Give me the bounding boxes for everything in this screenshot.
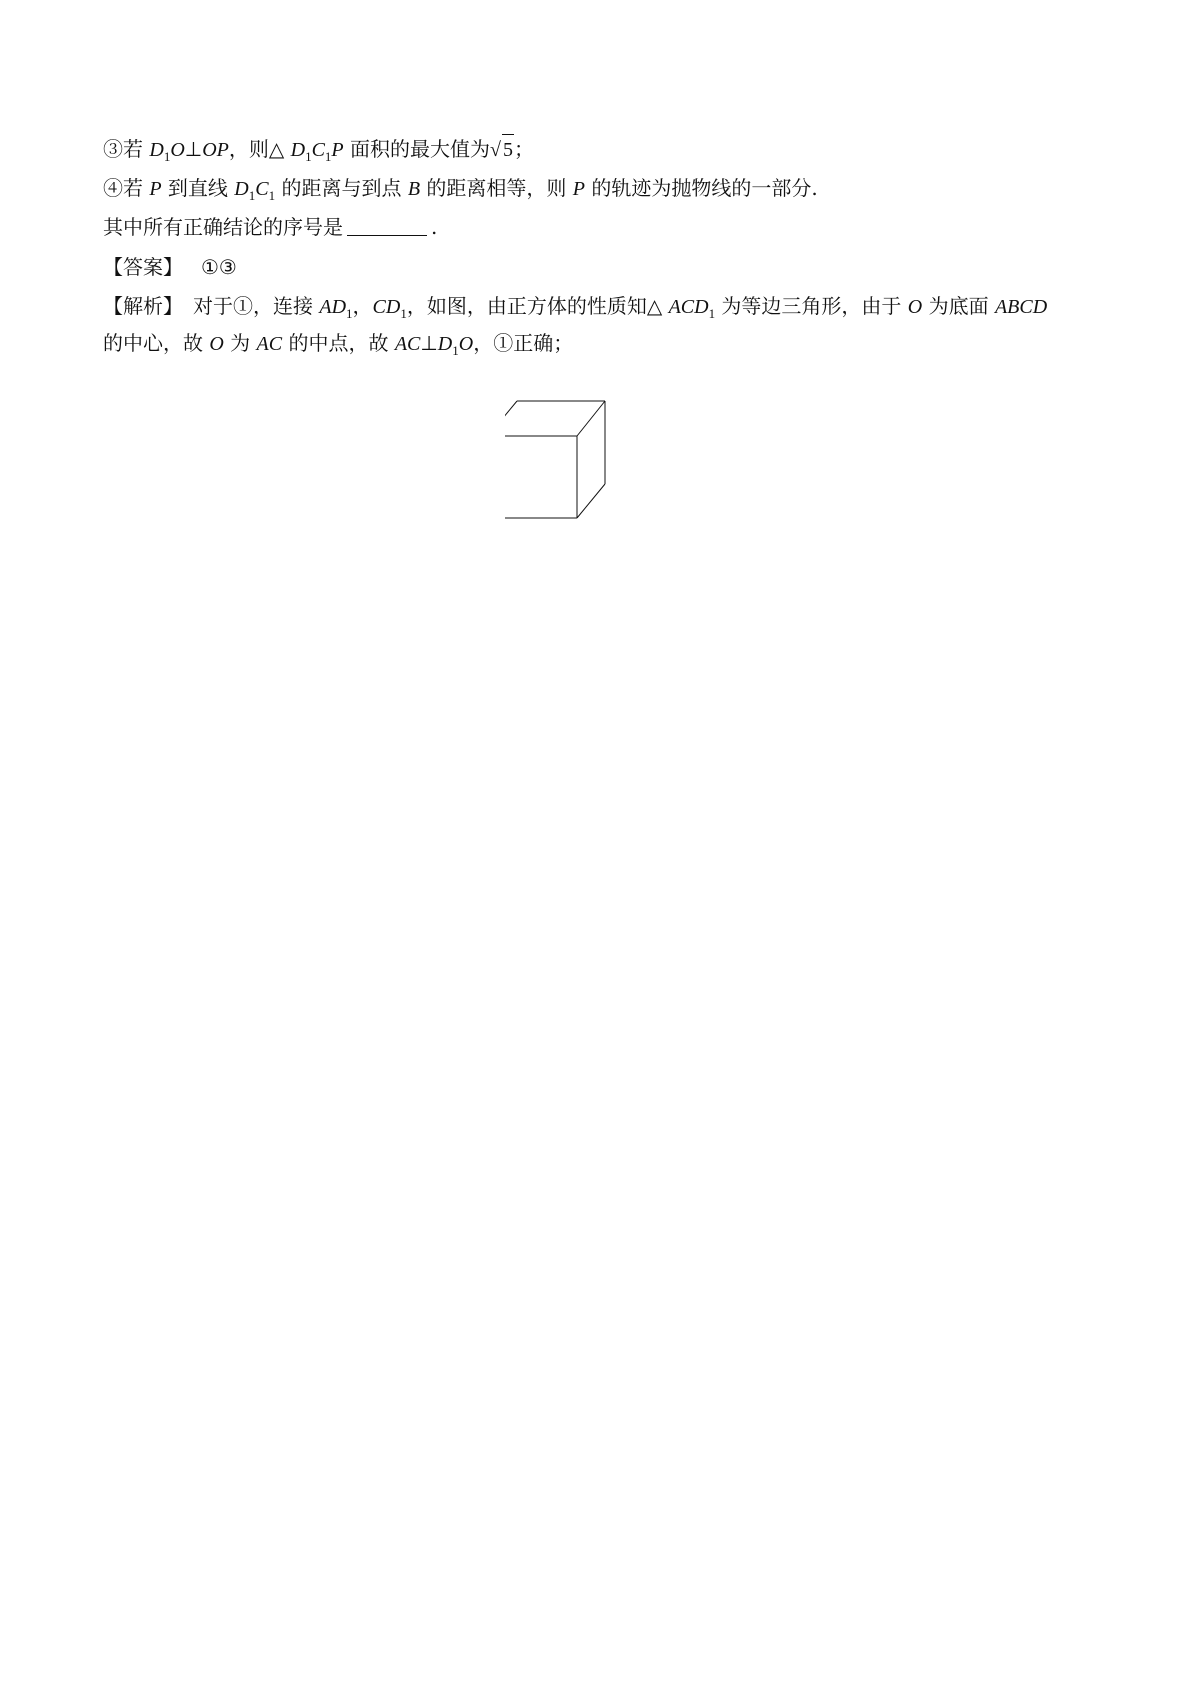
analysis-line-1: 【解析】 对于①，连接 $AD_1$，$CD_1$，如图，由正方体的性质知△ $ACD_1$ 为等边三角形，由于 O 为底面 ABCD xyxy=(103,294,1048,321)
statement-3: ③若 $D_1O\perp OP$，则△ $D_1C_1P$ 面积的最大值为√ 5； xyxy=(103,134,534,165)
answer-tag: 【答案】 xyxy=(103,255,183,279)
question-prompt: 其中所有正确结论的序号是 . xyxy=(103,215,438,239)
analysis-line-2: 的中心，故 O 为 AC 的中点，故 $AC\perp D_1O$，①正确； xyxy=(103,331,574,358)
answer-1 xyxy=(103,252,237,282)
cube-figure xyxy=(505,397,705,565)
answer-value: ①③ xyxy=(201,255,237,279)
cube-diagram xyxy=(505,397,705,565)
statement-4: ④若 P 到直线 $D_1C_1$ 的距离与到点 B 的距离相等，则 P 的轨迹为抛物线的一部分. xyxy=(103,176,818,203)
